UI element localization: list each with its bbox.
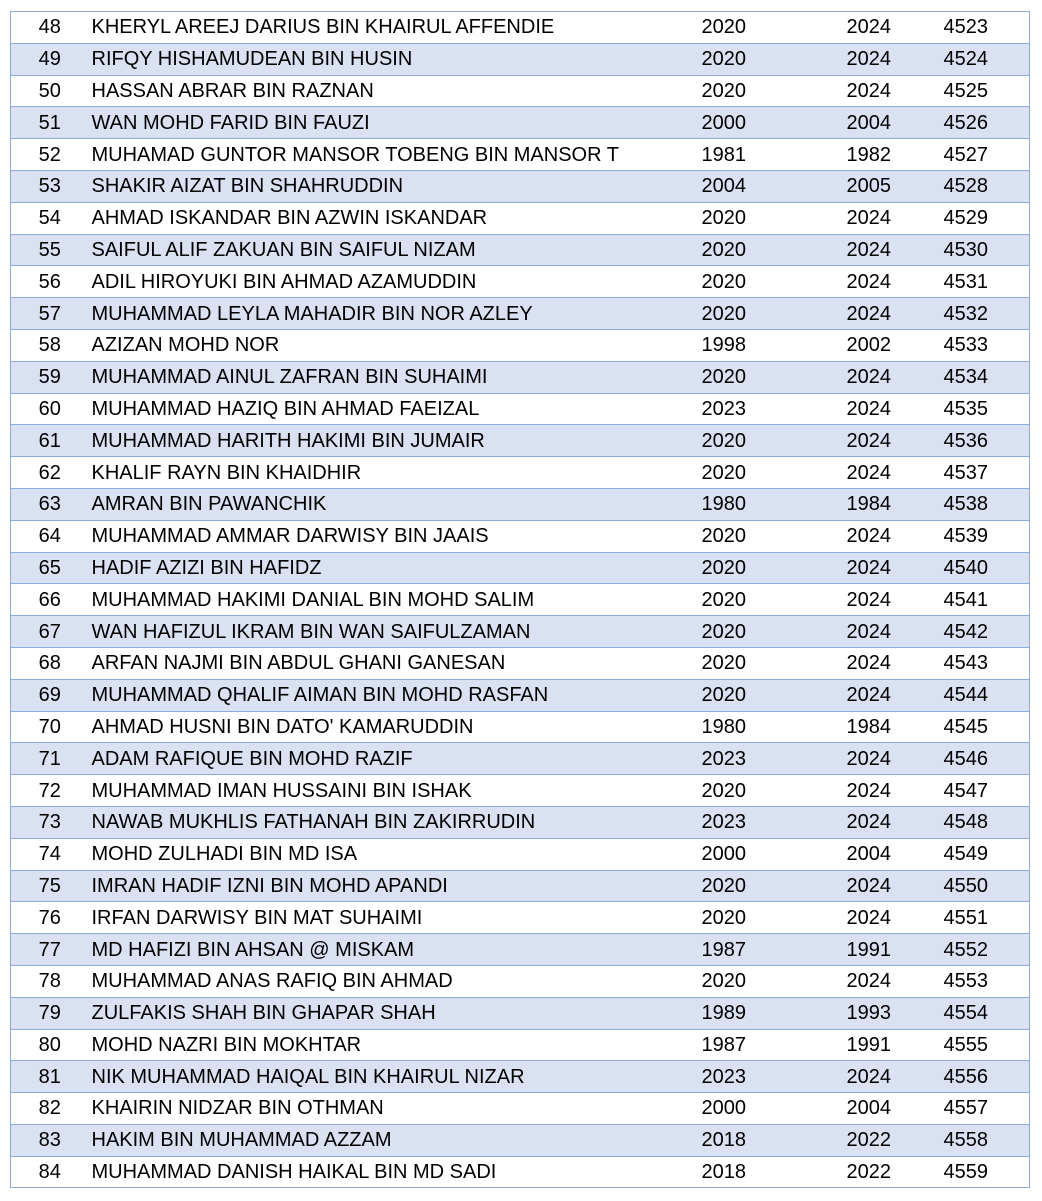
end-year-cell: 1991 xyxy=(796,1029,939,1061)
start-year-cell: 1987 xyxy=(652,934,796,966)
row-number-cell: 76 xyxy=(11,902,89,934)
end-year-cell: 2004 xyxy=(796,838,939,870)
table-row xyxy=(11,1156,1030,1188)
table-row xyxy=(11,775,1030,807)
member-id-cell: 4554 xyxy=(939,997,1030,1029)
member-id-cell: 4534 xyxy=(939,361,1030,393)
member-name-cell: AHMAD ISKANDAR BIN AZWIN ISKANDAR xyxy=(89,202,652,234)
member-name-cell: NIK MUHAMMAD HAIQAL BIN KHAIRUL NIZAR xyxy=(89,1061,652,1093)
row-number-cell: 51 xyxy=(11,107,89,139)
row-number-cell: 82 xyxy=(11,1093,89,1125)
start-year-cell: 1987 xyxy=(652,1029,796,1061)
table-row xyxy=(11,329,1030,361)
member-name-cell: KHAIRIN NIDZAR BIN OTHMAN xyxy=(89,1093,652,1125)
row-number-cell: 59 xyxy=(11,361,89,393)
row-number-cell: 67 xyxy=(11,616,89,648)
end-year-cell: 2005 xyxy=(796,170,939,202)
table-row xyxy=(11,616,1030,648)
member-id-cell: 4525 xyxy=(939,75,1030,107)
member-name-cell: AHMAD HUSNI BIN DATO' KAMARUDDIN xyxy=(89,711,652,743)
member-id-cell: 4546 xyxy=(939,743,1030,775)
member-id-cell: 4539 xyxy=(939,520,1030,552)
member-name-cell: SAIFUL ALIF ZAKUAN BIN SAIFUL NIZAM xyxy=(89,234,652,266)
start-year-cell: 2020 xyxy=(652,298,796,330)
member-name-cell: AZIZAN MOHD NOR xyxy=(89,329,652,361)
row-number-cell: 84 xyxy=(11,1156,89,1188)
end-year-cell: 2024 xyxy=(796,266,939,298)
member-id-cell: 4544 xyxy=(939,679,1030,711)
end-year-cell: 2004 xyxy=(796,1093,939,1125)
row-number-cell: 53 xyxy=(11,170,89,202)
row-number-cell: 48 xyxy=(11,12,89,44)
table-row xyxy=(11,457,1030,489)
start-year-cell: 2020 xyxy=(652,425,796,457)
end-year-cell: 2022 xyxy=(796,1156,939,1188)
end-year-cell: 2002 xyxy=(796,329,939,361)
member-name-cell: WAN HAFIZUL IKRAM BIN WAN SAIFULZAMAN xyxy=(89,616,652,648)
member-id-cell: 4537 xyxy=(939,457,1030,489)
start-year-cell: 2023 xyxy=(652,1061,796,1093)
table-row xyxy=(11,965,1030,997)
start-year-cell: 2004 xyxy=(652,170,796,202)
row-number-cell: 65 xyxy=(11,552,89,584)
member-name-cell: ZULFAKIS SHAH BIN GHAPAR SHAH xyxy=(89,997,652,1029)
member-id-cell: 4559 xyxy=(939,1156,1030,1188)
table-row xyxy=(11,584,1030,616)
start-year-cell: 2020 xyxy=(652,775,796,807)
table-row xyxy=(11,1061,1030,1093)
table-row xyxy=(11,425,1030,457)
table-row xyxy=(11,234,1030,266)
member-name-cell: HAKIM BIN MUHAMMAD AZZAM xyxy=(89,1124,652,1156)
row-number-cell: 61 xyxy=(11,425,89,457)
start-year-cell: 2000 xyxy=(652,107,796,139)
end-year-cell: 2024 xyxy=(796,806,939,838)
member-name-cell: HADIF AZIZI BIN HAFIDZ xyxy=(89,552,652,584)
table-row xyxy=(11,107,1030,139)
member-id-cell: 4549 xyxy=(939,838,1030,870)
end-year-cell: 2024 xyxy=(796,75,939,107)
start-year-cell: 1980 xyxy=(652,711,796,743)
table-row xyxy=(11,43,1030,75)
end-year-cell: 2024 xyxy=(796,647,939,679)
table-row xyxy=(11,806,1030,838)
row-number-cell: 57 xyxy=(11,298,89,330)
member-id-cell: 4552 xyxy=(939,934,1030,966)
end-year-cell: 2024 xyxy=(796,902,939,934)
member-name-cell: MUHAMMAD QHALIF AIMAN BIN MOHD RASFAN xyxy=(89,679,652,711)
member-id-cell: 4557 xyxy=(939,1093,1030,1125)
row-number-cell: 78 xyxy=(11,965,89,997)
row-number-cell: 72 xyxy=(11,775,89,807)
table-row xyxy=(11,266,1030,298)
start-year-cell: 2023 xyxy=(652,393,796,425)
member-name-cell: MUHAMMAD IMAN HUSSAINI BIN ISHAK xyxy=(89,775,652,807)
row-number-cell: 73 xyxy=(11,806,89,838)
start-year-cell: 1989 xyxy=(652,997,796,1029)
row-number-cell: 60 xyxy=(11,393,89,425)
member-name-cell: WAN MOHD FARID BIN FAUZI xyxy=(89,107,652,139)
row-number-cell: 79 xyxy=(11,997,89,1029)
member-name-cell: KHALIF RAYN BIN KHAIDHIR xyxy=(89,457,652,489)
member-id-cell: 4558 xyxy=(939,1124,1030,1156)
end-year-cell: 2024 xyxy=(796,870,939,902)
row-number-cell: 52 xyxy=(11,139,89,171)
row-number-cell: 71 xyxy=(11,743,89,775)
member-id-cell: 4548 xyxy=(939,806,1030,838)
member-id-cell: 4555 xyxy=(939,1029,1030,1061)
member-name-cell: MUHAMMAD HAZIQ BIN AHMAD FAEIZAL xyxy=(89,393,652,425)
member-id-cell: 4529 xyxy=(939,202,1030,234)
member-table-body xyxy=(11,12,1030,1188)
end-year-cell: 2022 xyxy=(796,1124,939,1156)
table-row xyxy=(11,934,1030,966)
end-year-cell: 2024 xyxy=(796,425,939,457)
table-row xyxy=(11,361,1030,393)
end-year-cell: 2024 xyxy=(796,43,939,75)
table-row xyxy=(11,679,1030,711)
start-year-cell: 2020 xyxy=(652,234,796,266)
member-name-cell: MUHAMMAD DANISH HAIKAL BIN MD SADI xyxy=(89,1156,652,1188)
row-number-cell: 66 xyxy=(11,584,89,616)
row-number-cell: 68 xyxy=(11,647,89,679)
start-year-cell: 2018 xyxy=(652,1124,796,1156)
table-row xyxy=(11,12,1030,44)
member-name-cell: ADAM RAFIQUE BIN MOHD RAZIF xyxy=(89,743,652,775)
member-id-cell: 4550 xyxy=(939,870,1030,902)
member-name-cell: MUHAMMAD AINUL ZAFRAN BIN SUHAIMI xyxy=(89,361,652,393)
row-number-cell: 63 xyxy=(11,488,89,520)
row-number-cell: 83 xyxy=(11,1124,89,1156)
member-id-cell: 4526 xyxy=(939,107,1030,139)
row-number-cell: 64 xyxy=(11,520,89,552)
member-id-cell: 4536 xyxy=(939,425,1030,457)
member-name-cell: MUHAMMAD HAKIMI DANIAL BIN MOHD SALIM xyxy=(89,584,652,616)
row-number-cell: 54 xyxy=(11,202,89,234)
row-number-cell: 75 xyxy=(11,870,89,902)
row-number-cell: 81 xyxy=(11,1061,89,1093)
start-year-cell: 2020 xyxy=(652,202,796,234)
start-year-cell: 2020 xyxy=(652,520,796,552)
member-table xyxy=(10,11,1030,1188)
member-id-cell: 4541 xyxy=(939,584,1030,616)
member-id-cell: 4556 xyxy=(939,1061,1030,1093)
member-id-cell: 4545 xyxy=(939,711,1030,743)
start-year-cell: 1981 xyxy=(652,139,796,171)
end-year-cell: 2024 xyxy=(796,520,939,552)
start-year-cell: 2000 xyxy=(652,838,796,870)
end-year-cell: 2024 xyxy=(796,584,939,616)
row-number-cell: 55 xyxy=(11,234,89,266)
start-year-cell: 2020 xyxy=(652,552,796,584)
row-number-cell: 62 xyxy=(11,457,89,489)
row-number-cell: 58 xyxy=(11,329,89,361)
member-name-cell: MUHAMAD GUNTOR MANSOR TOBENG BIN MANSOR T xyxy=(89,139,652,171)
end-year-cell: 2024 xyxy=(796,1061,939,1093)
table-row xyxy=(11,393,1030,425)
member-name-cell: MUHAMMAD HARITH HAKIMI BIN JUMAIR xyxy=(89,425,652,457)
member-name-cell: SHAKIR AIZAT BIN SHAHRUDDIN xyxy=(89,170,652,202)
table-row xyxy=(11,1029,1030,1061)
member-name-cell: MUHAMMAD AMMAR DARWISY BIN JAAIS xyxy=(89,520,652,552)
table-row xyxy=(11,743,1030,775)
table-row xyxy=(11,870,1030,902)
table-row xyxy=(11,647,1030,679)
member-id-cell: 4535 xyxy=(939,393,1030,425)
member-id-cell: 4532 xyxy=(939,298,1030,330)
member-name-cell: IRFAN DARWISY BIN MAT SUHAIMI xyxy=(89,902,652,934)
start-year-cell: 2000 xyxy=(652,1093,796,1125)
start-year-cell: 2020 xyxy=(652,616,796,648)
row-number-cell: 56 xyxy=(11,266,89,298)
start-year-cell: 2020 xyxy=(652,679,796,711)
start-year-cell: 2020 xyxy=(652,12,796,44)
end-year-cell: 2004 xyxy=(796,107,939,139)
member-id-cell: 4527 xyxy=(939,139,1030,171)
row-number-cell: 70 xyxy=(11,711,89,743)
row-number-cell: 74 xyxy=(11,838,89,870)
end-year-cell: 1984 xyxy=(796,488,939,520)
member-name-cell: ARFAN NAJMI BIN ABDUL GHANI GANESAN xyxy=(89,647,652,679)
row-number-cell: 49 xyxy=(11,43,89,75)
table-row xyxy=(11,997,1030,1029)
member-id-cell: 4524 xyxy=(939,43,1030,75)
start-year-cell: 2020 xyxy=(652,457,796,489)
start-year-cell: 1998 xyxy=(652,329,796,361)
end-year-cell: 2024 xyxy=(796,298,939,330)
start-year-cell: 2020 xyxy=(652,361,796,393)
member-name-cell: IMRAN HADIF IZNI BIN MOHD APANDI xyxy=(89,870,652,902)
table-row xyxy=(11,552,1030,584)
table-row xyxy=(11,139,1030,171)
table-row xyxy=(11,298,1030,330)
member-name-cell: MOHD ZULHADI BIN MD ISA xyxy=(89,838,652,870)
member-name-cell: MUHAMMAD ANAS RAFIQ BIN AHMAD xyxy=(89,965,652,997)
end-year-cell: 1984 xyxy=(796,711,939,743)
table-row xyxy=(11,1124,1030,1156)
member-id-cell: 4547 xyxy=(939,775,1030,807)
end-year-cell: 2024 xyxy=(796,679,939,711)
end-year-cell: 2024 xyxy=(796,457,939,489)
start-year-cell: 2018 xyxy=(652,1156,796,1188)
member-id-cell: 4542 xyxy=(939,616,1030,648)
end-year-cell: 2024 xyxy=(796,743,939,775)
end-year-cell: 2024 xyxy=(796,202,939,234)
end-year-cell: 1993 xyxy=(796,997,939,1029)
table-row xyxy=(11,202,1030,234)
member-name-cell: MUHAMMAD LEYLA MAHADIR BIN NOR AZLEY xyxy=(89,298,652,330)
end-year-cell: 2024 xyxy=(796,965,939,997)
end-year-cell: 2024 xyxy=(796,393,939,425)
member-name-cell: NAWAB MUKHLIS FATHANAH BIN ZAKIRRUDIN xyxy=(89,806,652,838)
member-id-cell: 4530 xyxy=(939,234,1030,266)
member-name-cell: MD HAFIZI BIN AHSAN @ MISKAM xyxy=(89,934,652,966)
start-year-cell: 2020 xyxy=(652,965,796,997)
start-year-cell: 2020 xyxy=(652,902,796,934)
end-year-cell: 2024 xyxy=(796,361,939,393)
table-row xyxy=(11,838,1030,870)
row-number-cell: 77 xyxy=(11,934,89,966)
member-id-cell: 4540 xyxy=(939,552,1030,584)
start-year-cell: 2020 xyxy=(652,75,796,107)
member-id-cell: 4531 xyxy=(939,266,1030,298)
table-row xyxy=(11,170,1030,202)
table-row xyxy=(11,488,1030,520)
end-year-cell: 2024 xyxy=(796,12,939,44)
member-id-cell: 4523 xyxy=(939,12,1030,44)
table-row xyxy=(11,902,1030,934)
row-number-cell: 69 xyxy=(11,679,89,711)
start-year-cell: 1980 xyxy=(652,488,796,520)
end-year-cell: 2024 xyxy=(796,552,939,584)
table-row xyxy=(11,75,1030,107)
start-year-cell: 2020 xyxy=(652,43,796,75)
member-name-cell: KHERYL AREEJ DARIUS BIN KHAIRUL AFFENDIE xyxy=(89,12,652,44)
member-id-cell: 4553 xyxy=(939,965,1030,997)
table-row xyxy=(11,711,1030,743)
end-year-cell: 2024 xyxy=(796,616,939,648)
end-year-cell: 1982 xyxy=(796,139,939,171)
start-year-cell: 2023 xyxy=(652,743,796,775)
table-row xyxy=(11,520,1030,552)
member-id-cell: 4528 xyxy=(939,170,1030,202)
member-name-cell: MOHD NAZRI BIN MOKHTAR xyxy=(89,1029,652,1061)
row-number-cell: 50 xyxy=(11,75,89,107)
start-year-cell: 2020 xyxy=(652,647,796,679)
start-year-cell: 2023 xyxy=(652,806,796,838)
end-year-cell: 2024 xyxy=(796,234,939,266)
start-year-cell: 2020 xyxy=(652,266,796,298)
member-name-cell: AMRAN BIN PAWANCHIK xyxy=(89,488,652,520)
member-id-cell: 4538 xyxy=(939,488,1030,520)
member-name-cell: RIFQY HISHAMUDEAN BIN HUSIN xyxy=(89,43,652,75)
start-year-cell: 2020 xyxy=(652,584,796,616)
member-id-cell: 4543 xyxy=(939,647,1030,679)
row-number-cell: 80 xyxy=(11,1029,89,1061)
member-id-cell: 4533 xyxy=(939,329,1030,361)
member-name-cell: ADIL HIROYUKI BIN AHMAD AZAMUDDIN xyxy=(89,266,652,298)
start-year-cell: 2020 xyxy=(652,870,796,902)
member-name-cell: HASSAN ABRAR BIN RAZNAN xyxy=(89,75,652,107)
table-row xyxy=(11,1093,1030,1125)
end-year-cell: 2024 xyxy=(796,775,939,807)
member-id-cell: 4551 xyxy=(939,902,1030,934)
end-year-cell: 1991 xyxy=(796,934,939,966)
